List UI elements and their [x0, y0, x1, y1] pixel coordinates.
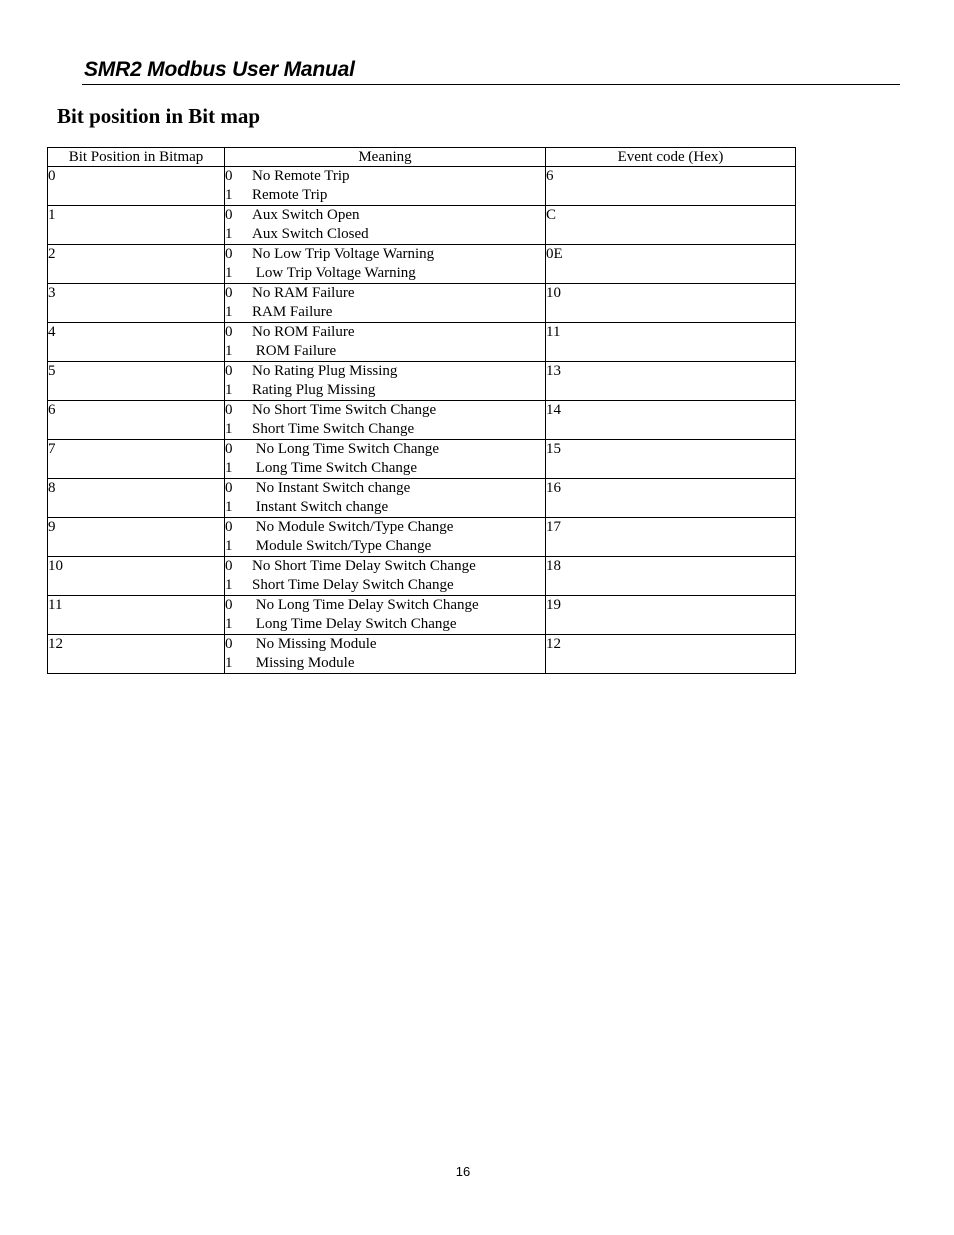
bit-position-cell: 3 — [48, 284, 225, 323]
table-row — [48, 440, 796, 479]
bit-position-cell: 7 — [48, 440, 225, 479]
event-code-cell: 19 — [546, 596, 796, 635]
bit-position-cell: 12 — [48, 635, 225, 674]
table-row — [48, 167, 796, 206]
meaning-text: Module Switch/Type Change — [252, 538, 432, 554]
bit-state-value: 0 — [225, 207, 233, 223]
event-code-cell: 16 — [546, 479, 796, 518]
meaning-text: Short Time Delay Switch Change — [252, 577, 454, 593]
event-code-cell: 14 — [546, 401, 796, 440]
bit-state-value: 1 — [225, 187, 233, 203]
event-code-cell: 6 — [546, 167, 796, 206]
bit-state-value: 1 — [225, 226, 233, 242]
bit-state-value: 1 — [225, 616, 233, 632]
meaning-cell — [225, 635, 546, 674]
meaning-text: No Module Switch/Type Change — [252, 519, 454, 535]
meaning-line — [225, 596, 545, 615]
meaning-text: Missing Module — [252, 655, 355, 671]
bit-state-value: 1 — [225, 304, 233, 320]
meaning-cell — [225, 518, 546, 557]
bit-state-value: 0 — [225, 636, 233, 652]
meaning-text: Aux Switch Open — [252, 207, 360, 223]
meaning-line — [225, 284, 545, 303]
meaning-text: Rating Plug Missing — [252, 382, 376, 398]
table-row — [48, 245, 796, 284]
bit-state-value: 0 — [225, 558, 233, 574]
event-code-cell: 13 — [546, 362, 796, 401]
event-code-cell: 18 — [546, 557, 796, 596]
meaning-text: No Short Time Switch Change — [252, 402, 437, 418]
meaning-cell — [225, 596, 546, 635]
meaning-line — [225, 381, 545, 400]
table-row — [48, 479, 796, 518]
meaning-line — [225, 498, 545, 517]
event-code-cell: 17 — [546, 518, 796, 557]
bit-state-value: 0 — [225, 441, 233, 457]
meaning-cell — [225, 362, 546, 401]
header-divider — [82, 84, 900, 85]
bit-position-cell: 10 — [48, 557, 225, 596]
table-row — [48, 635, 796, 674]
meaning-line — [225, 401, 545, 420]
document-header-title: SMR2 Modbus User Manual — [84, 58, 355, 81]
bit-state-value: 0 — [225, 285, 233, 301]
bit-position-cell: 4 — [48, 323, 225, 362]
bit-position-cell: 6 — [48, 401, 225, 440]
meaning-text: Long Time Delay Switch Change — [252, 616, 457, 632]
table-row — [48, 557, 796, 596]
event-code-cell: 0E — [546, 245, 796, 284]
meaning-cell — [225, 284, 546, 323]
meaning-line — [225, 615, 545, 634]
meaning-line — [225, 167, 545, 186]
meaning-cell — [225, 479, 546, 518]
meaning-cell — [225, 401, 546, 440]
event-code-cell: 10 — [546, 284, 796, 323]
bit-state-value: 1 — [225, 499, 233, 515]
meaning-line — [225, 264, 545, 283]
table-row — [48, 206, 796, 245]
bit-position-cell: 2 — [48, 245, 225, 284]
bit-position-cell: 0 — [48, 167, 225, 206]
table-row — [48, 596, 796, 635]
meaning-text: RAM Failure — [252, 304, 333, 320]
table-row — [48, 362, 796, 401]
event-code-cell: 15 — [546, 440, 796, 479]
meaning-text: No ROM Failure — [252, 324, 355, 340]
meaning-cell — [225, 245, 546, 284]
meaning-line — [225, 342, 545, 361]
table-row — [48, 401, 796, 440]
bit-state-value: 0 — [225, 519, 233, 535]
meaning-line — [225, 186, 545, 205]
bit-state-value: 0 — [225, 597, 233, 613]
bit-state-value: 0 — [225, 324, 233, 340]
meaning-cell — [225, 557, 546, 596]
bit-state-value: 0 — [225, 363, 233, 379]
bit-state-value: 1 — [225, 382, 233, 398]
meaning-line — [225, 323, 545, 342]
bit-position-cell: 9 — [48, 518, 225, 557]
meaning-text: Low Trip Voltage Warning — [252, 265, 416, 281]
meaning-text: No Missing Module — [252, 636, 377, 652]
meaning-line — [225, 362, 545, 381]
meaning-line — [225, 537, 545, 556]
event-code-cell: C — [546, 206, 796, 245]
meaning-text: No Instant Switch change — [252, 480, 411, 496]
meaning-line — [225, 459, 545, 478]
meaning-line — [225, 420, 545, 439]
meaning-line — [225, 518, 545, 537]
bit-state-value: 1 — [225, 538, 233, 554]
table-header-row — [48, 148, 796, 167]
bit-state-value: 1 — [225, 577, 233, 593]
meaning-line — [225, 245, 545, 264]
page-number: 16 — [455, 1164, 471, 1179]
bit-state-value: 0 — [225, 480, 233, 496]
meaning-cell — [225, 167, 546, 206]
meaning-text: ROM Failure — [252, 343, 337, 359]
meaning-cell — [225, 440, 546, 479]
meaning-text: No Long Time Delay Switch Change — [252, 597, 479, 613]
meaning-line — [225, 557, 545, 576]
bitmap-event-table — [47, 147, 796, 674]
meaning-line — [225, 576, 545, 595]
event-code-cell: 11 — [546, 323, 796, 362]
meaning-line — [225, 479, 545, 498]
meaning-text: Remote Trip — [252, 187, 328, 203]
event-code-cell: 12 — [546, 635, 796, 674]
bit-position-cell: 1 — [48, 206, 225, 245]
meaning-text: No Rating Plug Missing — [252, 363, 398, 379]
bit-state-value: 0 — [225, 402, 233, 418]
table-row — [48, 518, 796, 557]
column-header-bit-position: Bit Position in Bitmap — [48, 148, 225, 167]
bit-position-cell: 8 — [48, 479, 225, 518]
bit-state-value: 1 — [225, 460, 233, 476]
section-title: Bit position in Bit map — [57, 104, 261, 128]
meaning-line — [225, 440, 545, 459]
table-row — [48, 284, 796, 323]
meaning-text: No Long Time Switch Change — [252, 441, 440, 457]
bit-state-value: 0 — [225, 246, 233, 262]
meaning-text: No Short Time Delay Switch Change — [252, 558, 476, 574]
meaning-cell — [225, 206, 546, 245]
meaning-line — [225, 303, 545, 322]
bit-state-value: 1 — [225, 655, 233, 671]
meaning-text: No Remote Trip — [252, 168, 350, 184]
bit-state-value: 1 — [225, 421, 233, 437]
table-row — [48, 323, 796, 362]
bit-position-cell: 11 — [48, 596, 225, 635]
meaning-text: No Low Trip Voltage Warning — [252, 246, 435, 262]
meaning-text: No RAM Failure — [252, 285, 355, 301]
column-header-meaning: Meaning — [225, 148, 546, 167]
meaning-line — [225, 654, 545, 673]
meaning-text: Short Time Switch Change — [252, 421, 415, 437]
bit-position-cell: 5 — [48, 362, 225, 401]
bit-state-value: 1 — [225, 265, 233, 281]
meaning-text: Instant Switch change — [252, 499, 389, 515]
meaning-line — [225, 225, 545, 244]
bit-state-value: 1 — [225, 343, 233, 359]
meaning-text: Long Time Switch Change — [252, 460, 418, 476]
meaning-line — [225, 206, 545, 225]
meaning-text: Aux Switch Closed — [252, 226, 369, 242]
column-header-event-code: Event code (Hex) — [546, 148, 796, 167]
meaning-cell — [225, 323, 546, 362]
bit-state-value: 0 — [225, 168, 233, 184]
meaning-line — [225, 635, 545, 654]
